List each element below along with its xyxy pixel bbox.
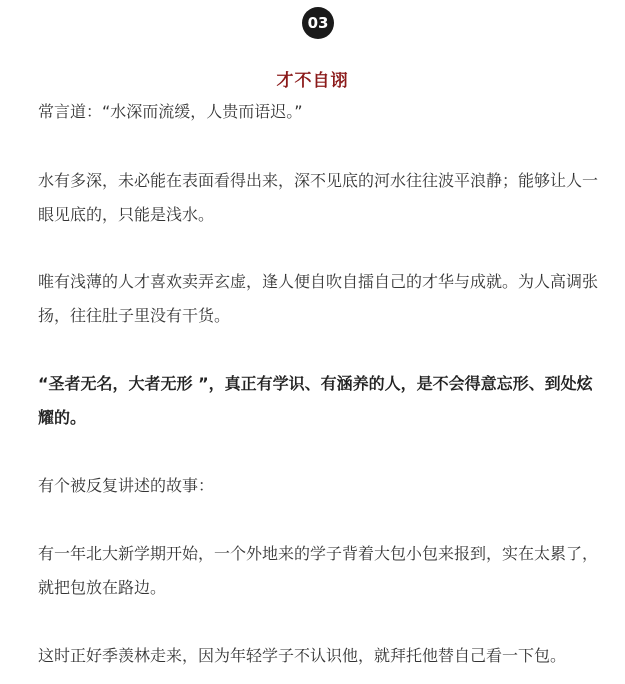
paragraph-water: 水有多深，未必能在表面看得出来，深不见底的河水往往波平浪静；能够让人一眼见底的，只能是浅水。 — [38, 171, 599, 224]
paragraph-story-intro: 有个被反复讲述的故事： — [38, 476, 215, 495]
section-title: 才不自诩 — [276, 71, 349, 91]
paragraph-shallow: 唯有浅薄的人才喜欢卖弄玄虚，逢人便自吹自擂自己的才华与成就。为人高调张扬，往往肚子里没有干货。 — [38, 272, 599, 325]
section-number-badge: 03 — [302, 7, 334, 39]
paragraph-sage-bold: “圣者无名，大者无形 ”，真正有学识、有涵养的人，是不会得意忘形、到处炫耀的。 — [38, 374, 593, 427]
paragraph-story-jixianlin: 这时正好季羡林走来，因为年轻学子不认识他，就拜托他替自己看一下包。 — [38, 646, 567, 665]
paragraph-story-student: 有一年北大新学期开始，一个外地来的学子背着大包小包来报到，实在太累了，就把包放在路边。 — [38, 544, 599, 597]
paragraph-quote: 常言道：“水深而流缓，人贵而语迟。” — [38, 102, 303, 121]
